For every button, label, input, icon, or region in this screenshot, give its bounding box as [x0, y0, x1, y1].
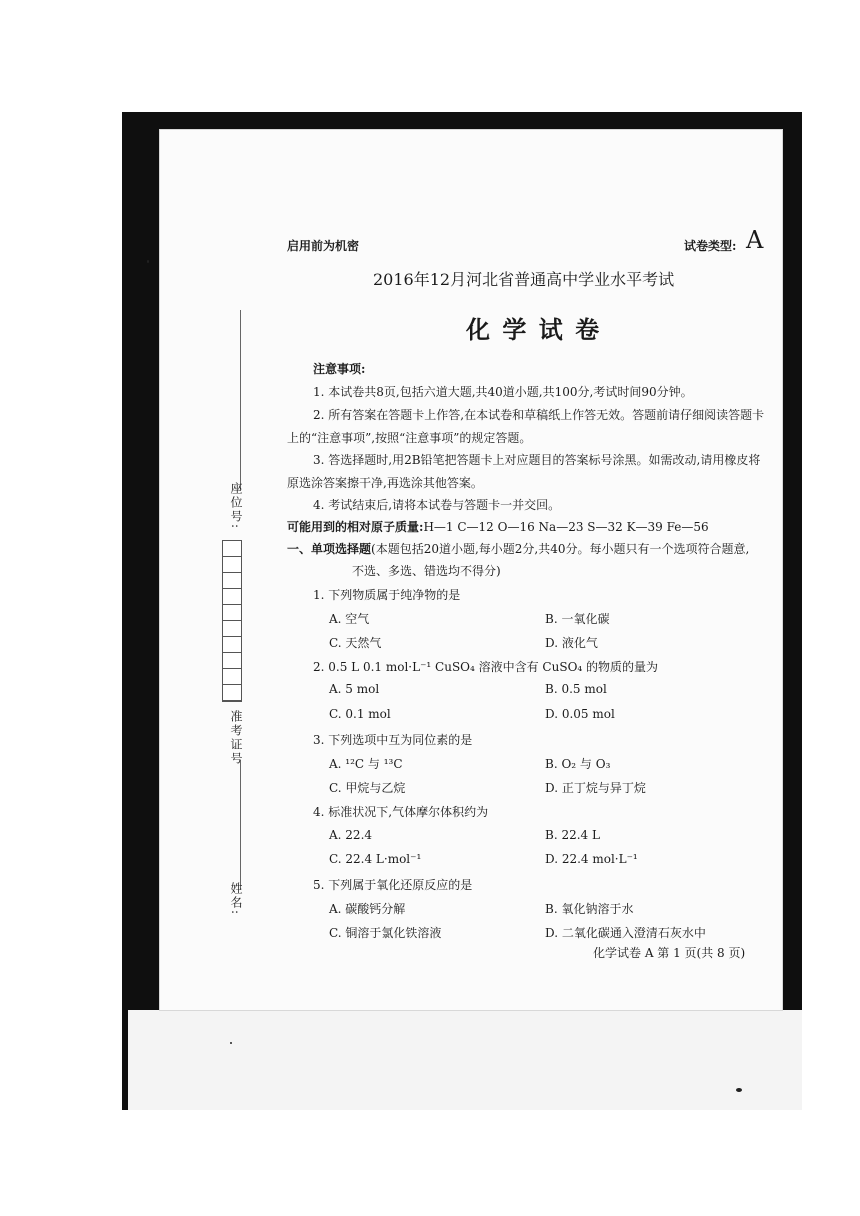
section-1-header	[287, 540, 749, 557]
paper-type-label: 试卷类型:	[684, 239, 737, 253]
option-b: B. 0.5 mol	[545, 682, 607, 696]
exam-id-boxes	[222, 540, 242, 702]
subject-title: 化 学 试 卷	[466, 315, 602, 344]
option-d: D. 二氧化碳通入澄清石灰水中	[545, 926, 706, 940]
option-a: A. 22.4	[329, 828, 373, 842]
option-a: A. 空气	[329, 612, 370, 626]
exam-title: 2016年12月河北省普通高中学业水平考试	[373, 270, 675, 289]
section-1-desc: (本题包括20道小题,每小题2分,共40分。每小题只有一个选项符合题意,	[371, 542, 750, 556]
option-d: D. 正丁烷与异丁烷	[545, 781, 646, 795]
notes-heading: 注意事项:	[313, 362, 366, 376]
notes-item-2b: 上的“注意事项”,按照“注意事项”的规定答题。	[287, 431, 532, 445]
option-c: C. 0.1 mol	[329, 707, 391, 721]
exam-id-label: 准考证号	[229, 710, 243, 766]
option-b: B. 氧化钠溶于水	[545, 902, 634, 916]
section-1-desc-2: 不选、多选、错选均不得分)	[352, 564, 501, 578]
option-b: B. 22.4 L	[545, 828, 600, 842]
question-stem: 2. 0.5 L 0.1 mol·L⁻¹ CuSO₄ 溶液中含有 CuSO₄ 的物质的量为	[313, 660, 659, 674]
option-a: A. 碳酸钙分解	[329, 902, 406, 916]
notes-item-3a: 3. 答选择题时,用2B铅笔把答题卡上对应题目的答案标号涂黑。如需改动,请用橡皮将	[313, 453, 761, 467]
lower-paper-area	[128, 1010, 802, 1110]
page-footer: 化学试卷 A 第 1 页(共 8 页)	[593, 946, 746, 960]
question-stem: 5. 下列属于氧化还原反应的是	[313, 878, 473, 892]
atomic-mass-values: H—1 C—12 O—16 Na—23 S—32 K—39 Fe—56	[423, 520, 709, 534]
option-b: B. 一氧化碳	[545, 612, 610, 626]
notes-item-2a: 2. 所有答案在答题卡上作答,在本试卷和草稿纸上作答无效。答题前请仔细阅读答题卡	[313, 408, 765, 422]
atomic-mass-line	[287, 518, 709, 535]
question-stem: 3. 下列选项中互为同位素的是	[313, 733, 473, 747]
paper-type-value: A	[746, 226, 764, 254]
binding-line-top	[240, 310, 241, 490]
question-stem: 4. 标准状况下,气体摩尔体积约为	[313, 805, 489, 819]
option-d: D. 液化气	[545, 636, 598, 650]
binding-line-bottom	[240, 760, 241, 890]
confidential-label: 启用前为机密	[287, 239, 360, 253]
option-c: C. 甲烷与乙烷	[329, 781, 406, 795]
atomic-mass-label: 可能用到的相对原子质量:	[287, 520, 424, 534]
option-d: D. 22.4 mol·L⁻¹	[545, 852, 638, 866]
scan-speck	[736, 1088, 742, 1092]
option-a: A. ¹²C 与 ¹³C	[329, 757, 403, 771]
scan-speck	[147, 260, 149, 263]
question-stem: 1. 下列物质属于纯净物的是	[313, 588, 461, 602]
option-a: A. 5 mol	[329, 682, 380, 696]
notes-item-3b: 原选涂答案擦干净,再选涂其他答案。	[287, 476, 483, 490]
seat-number-label: 座位号:	[229, 482, 243, 531]
section-1-title: 一、单项选择题	[287, 542, 372, 556]
option-d: D. 0.05 mol	[545, 707, 615, 721]
scan-speck	[230, 1042, 232, 1044]
notes-item-4: 4. 考试结束后,请将本试卷与答题卡一并交回。	[313, 498, 561, 512]
option-c: C. 22.4 L·mol⁻¹	[329, 852, 422, 866]
notes-item-1: 1. 本试卷共8页,包括六道大题,共40道小题,共100分,考试时间90分钟。	[313, 385, 693, 399]
option-c: C. 铜溶于氯化铁溶液	[329, 926, 442, 940]
name-label: 姓名:	[229, 882, 243, 917]
option-b: B. O₂ 与 O₃	[545, 757, 611, 771]
option-c: C. 天然气	[329, 636, 382, 650]
